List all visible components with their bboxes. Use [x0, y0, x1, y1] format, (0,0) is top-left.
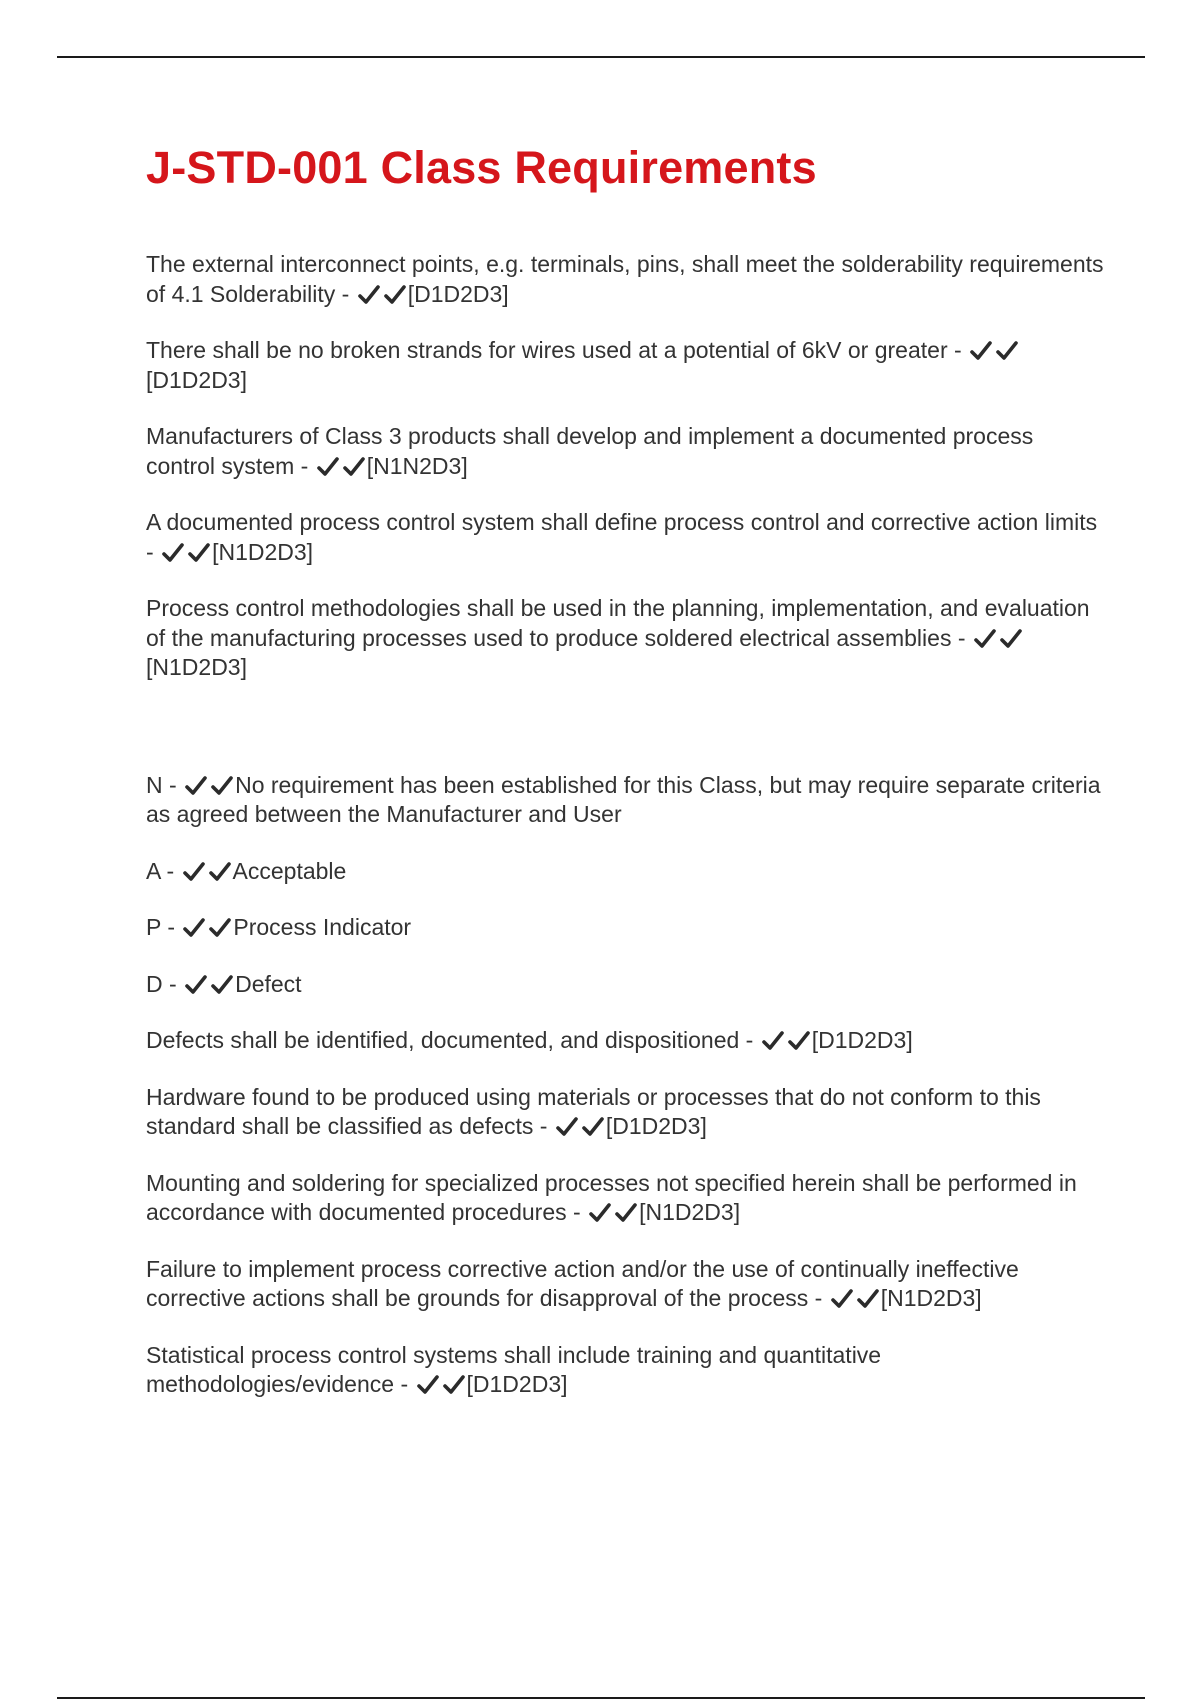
- double-check-icon: [829, 1285, 881, 1311]
- qa-item: [146, 594, 1106, 683]
- answer-text: [N1D2D3]: [880, 1285, 982, 1311]
- separator: -: [566, 1199, 588, 1225]
- qa-item: [146, 771, 1106, 830]
- question-text: A documented process control system shall define process control and corrective action limits: [146, 509, 1098, 535]
- separator: -: [394, 1371, 415, 1397]
- double-check-icon: [315, 453, 367, 479]
- document-body: [146, 140, 1106, 1427]
- qa-item: [146, 1083, 1106, 1142]
- double-check-icon: [181, 914, 233, 940]
- double-check-icon: [160, 539, 212, 565]
- separator: -: [533, 1113, 554, 1139]
- question-text: Failure to implement process corrective action and/or the use of continually ineffective corrective actions shall be grounds for disapproval of the process: [146, 1255, 1019, 1311]
- answer-text: [D1D2D3]: [146, 366, 247, 393]
- answer-text: [N1N2D3]: [366, 452, 468, 479]
- double-check-icon: [183, 971, 235, 997]
- qa-item: [146, 1255, 1106, 1314]
- double-check-icon: [587, 1199, 639, 1225]
- separator: -: [294, 452, 315, 479]
- question-text: D: [146, 970, 163, 997]
- question-text: The external interconnect points, e.g. terminals, pins, shall meet the solderability requirements of 4.1 Solderability: [146, 251, 1104, 307]
- double-check-icon: [972, 625, 1024, 651]
- answer-text: No requirement has been established for this Class, but may require separate criteria as agreed between the Manufacturer and User: [146, 771, 1101, 827]
- qa-item: [146, 1341, 1106, 1400]
- separator: -: [808, 1285, 829, 1311]
- answer-text: [D1D2D3]: [407, 280, 509, 307]
- qa-item: [146, 857, 1106, 887]
- double-check-icon: [415, 1371, 467, 1397]
- double-check-icon: [356, 281, 408, 307]
- separator: -: [739, 1027, 760, 1053]
- answer-text: Defect: [235, 970, 302, 997]
- question-text: There shall be no broken strands for wires used at a potential of 6kV or greater: [146, 337, 948, 363]
- top-rule: [57, 56, 1145, 58]
- answer-text: [D1D2D3]: [466, 1371, 568, 1397]
- question-text: N: [146, 771, 163, 798]
- separator: -: [146, 538, 161, 565]
- question-text: Hardware found to be produced using materials or processes that do not conform to this standard shall be classified as defects: [146, 1083, 1041, 1139]
- answer-text: [D1D2D3]: [605, 1113, 707, 1139]
- answer-text: [N1D2D3]: [639, 1199, 741, 1225]
- double-check-icon: [968, 337, 1020, 363]
- qa-item: [146, 422, 1106, 481]
- answer-text: Acceptable: [232, 857, 347, 884]
- separator: -: [947, 337, 969, 363]
- question-text: A: [146, 857, 161, 884]
- question-text: Mounting and soldering for specialized processes not specified herein shall be performed in accordance with documented procedures: [146, 1169, 1077, 1225]
- separator: -: [160, 914, 182, 940]
- separator: -: [335, 280, 356, 307]
- qa-item: [146, 970, 1106, 1000]
- qa-item: [146, 250, 1106, 309]
- page-title: J-STD-001 Class Requirements: [146, 142, 817, 193]
- separator: -: [951, 624, 972, 651]
- double-check-icon: [183, 772, 235, 798]
- qa-item: [146, 336, 1106, 395]
- qa-item: [146, 508, 1106, 567]
- question-text: P: [146, 914, 161, 940]
- question-text: Process control methodologies shall be used in the planning, implementation, and evaluation of the manufacturing processes used to produce soldered electrical assemblies: [146, 595, 1090, 651]
- question-text: Defects shall be identified, documented, and dispositioned: [146, 1027, 740, 1053]
- double-check-icon: [181, 858, 233, 884]
- qa-list: [146, 250, 1106, 1400]
- double-check-icon: [760, 1027, 812, 1053]
- qa-item: [146, 1026, 1106, 1056]
- bottom-rule: [57, 1697, 1145, 1699]
- answer-text: [N1D2D3]: [146, 654, 247, 680]
- question-text: Manufacturers of Class 3 products shall develop and implement a documented process control system: [146, 423, 1034, 479]
- qa-item: [146, 1169, 1106, 1228]
- answer-text: [D1D2D3]: [811, 1027, 913, 1053]
- separator: -: [160, 857, 181, 884]
- double-check-icon: [554, 1113, 606, 1139]
- question-text: Statistical process control systems shall include training and quantitative methodologies/evidence: [146, 1341, 882, 1397]
- separator: -: [162, 771, 184, 798]
- answer-text: Process Indicator: [233, 914, 412, 940]
- separator: -: [162, 970, 184, 997]
- answer-text: [N1D2D3]: [212, 538, 314, 565]
- qa-item: [146, 913, 1106, 943]
